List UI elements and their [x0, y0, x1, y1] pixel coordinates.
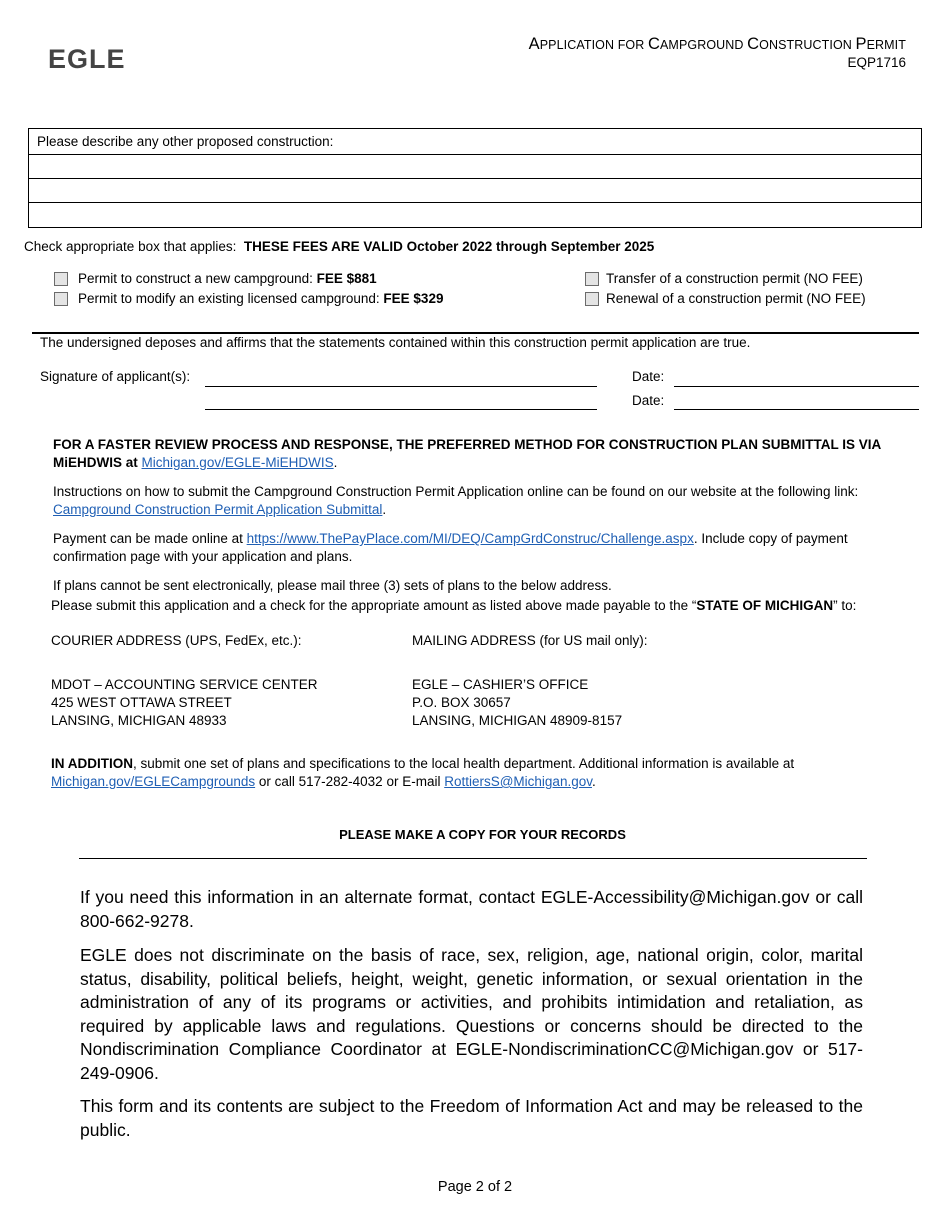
other-construction-label: Please describe any other proposed construction:	[37, 134, 334, 149]
form-title	[529, 35, 906, 54]
fee-instruction-text: Check appropriate box that applies:	[24, 239, 237, 254]
title-part: ONSTRUCTION	[759, 38, 856, 52]
in-addition-bold: IN ADDITION	[51, 756, 133, 771]
accessibility-notice: If you need this information in an alternate format, contact EGLE-Accessibility@Michigan.gov or call 800-662-9278.	[80, 887, 863, 931]
mailing-line: P.O. BOX 30657	[412, 695, 511, 710]
svg-text:EGLE: EGLE	[48, 44, 126, 72]
section-divider	[32, 332, 919, 334]
option-transfer-permit[interactable]	[585, 271, 863, 286]
option-transfer-permit-label: Transfer of a construction permit (NO FEE)	[606, 271, 863, 286]
in-addition-text: , submit one set of plans and specifications to the local health department. Additional information is available at	[133, 756, 795, 771]
submit-suffix: ” to:	[833, 598, 857, 613]
instructions-link[interactable]: Campground Construction Permit Application Submittal	[53, 502, 383, 517]
copy-notice: PLEASE MAKE A COPY FOR YOUR RECORDS	[339, 827, 626, 842]
date-line-2[interactable]	[674, 409, 919, 410]
option-new-campground-label: Permit to construct a new campground:	[78, 271, 313, 286]
payment-link[interactable]: https://www.ThePayPlace.com/MI/DEQ/CampGrdConstruc/Challenge.aspx	[246, 531, 694, 546]
submit-prefix: Please submit this application and a check for the appropriate amount as listed above made payable to the “	[51, 598, 697, 613]
mail-plans-text: If plans cannot be sent electronically, please mail three (3) sets of plans to the below address.	[53, 578, 612, 593]
instructions-paragraph: Instructions on how to submit the Campground Construction Permit Application online can be found on our website at the following link: Campground Construction Permit Application Submittal.	[53, 484, 859, 517]
courier-heading: COURIER ADDRESS (UPS, FedEx, etc.):	[51, 633, 302, 648]
checkbox-new-campground[interactable]	[54, 272, 68, 286]
date-label-1: Date:	[632, 369, 665, 384]
in-addition-end: .	[591, 774, 596, 789]
faster-review-text: FOR A FASTER REVIEW PROCESS AND RESPONSE, THE PREFERRED METHOD FOR CONSTRUCTION PLAN SUBMITTAL IS VIA MiEHDWIS at	[53, 437, 881, 470]
nondiscrimination-notice: EGLE does not discriminate on the basis of race, sex, religion, age, national origin, color, marital status, disability, political beliefs, height, weight, genetic information, or sexual orientation in the administration of any of its programs or activities, and prohibits intimidation and retaliation, as required by applicable laws and regulations. Questions or concerns should be directed to the Nondiscrimination Compliance Coordinator at EGLE-NondiscriminationCC@Michigan.gov or 517-249-0906.	[80, 945, 863, 1083]
option-renewal-permit[interactable]	[585, 291, 866, 306]
other-construction-line-2[interactable]	[29, 178, 921, 202]
miehdwis-link[interactable]: Michigan.gov/EGLE-MiEHDWIS	[141, 455, 334, 470]
payee: STATE OF MICHIGAN	[696, 598, 834, 613]
other-construction-line-3[interactable]	[29, 202, 921, 228]
mailing-line: LANSING, MICHIGAN 48909-8157	[412, 713, 623, 728]
title-part: C	[747, 35, 760, 53]
payment-suffix: . Include copy of payment confirmation page with your application and plans.	[53, 531, 848, 564]
payment-prefix: Payment can be made online at	[53, 531, 243, 546]
payment-paragraph	[53, 530, 921, 566]
courier-line: LANSING, MICHIGAN 48933	[51, 713, 227, 728]
page-number: Page 2 of 2	[437, 1179, 513, 1195]
option-modify-campground[interactable]	[54, 291, 443, 306]
signature-label: Signature of applicant(s):	[40, 369, 191, 384]
checkbox-modify-campground[interactable]	[54, 292, 68, 306]
title-part: ERMIT	[866, 38, 906, 52]
mailing-address	[412, 676, 622, 730]
option-new-campground[interactable]	[54, 271, 377, 286]
option-modify-campground-label: Permit to modify an existing licensed campground:	[78, 291, 380, 306]
courier-line: 425 WEST OTTAWA STREET	[51, 695, 232, 710]
other-construction-line-1[interactable]	[29, 154, 921, 178]
instructions-text: Instructions on how to submit the Campground Construction Permit Application online can be found on our website at the following link:	[53, 484, 859, 499]
option-renewal-permit-label: Renewal of a construction permit (NO FEE)	[606, 291, 866, 306]
other-construction-box	[28, 128, 922, 228]
in-addition-paragraph	[51, 755, 851, 791]
mailing-line: EGLE – CASHIER’S OFFICE	[412, 677, 589, 692]
egle-logo	[48, 44, 128, 72]
courier-line: MDOT – ACCOUNTING SERVICE CENTER	[51, 677, 318, 692]
email-link[interactable]: RottiersS@Michigan.gov	[444, 774, 592, 789]
title-part: A	[528, 35, 540, 53]
notice-divider	[79, 858, 867, 859]
campgrounds-link[interactable]: Michigan.gov/EGLECampgrounds	[51, 774, 256, 789]
faster-review-notice: FOR A FASTER REVIEW PROCESS AND RESPONSE, THE PREFERRED METHOD FOR CONSTRUCTION PLAN SUBMITTAL IS VIA MiEHDWIS at Michigan.gov/EGLE-MiEHDWIS.	[53, 437, 881, 470]
form-number: EQP1716	[847, 55, 906, 70]
courier-address	[51, 676, 318, 730]
title-part: C	[647, 35, 660, 53]
title-part: P	[855, 35, 867, 53]
mailing-heading: MAILING ADDRESS (for US mail only):	[412, 633, 648, 648]
checkbox-renewal-permit[interactable]	[585, 292, 599, 306]
fee-instruction	[24, 239, 654, 254]
signature-line-1[interactable]	[205, 386, 597, 387]
foia-notice: This form and its contents are subject to the Freedom of Information Act and may be released to the public.	[80, 1096, 863, 1140]
date-label-2: Date:	[632, 393, 665, 408]
affirmation-statement: The undersigned deposes and affirms that the statements contained within this construction permit application are true.	[40, 335, 751, 350]
checkbox-transfer-permit[interactable]	[585, 272, 599, 286]
date-line-1[interactable]	[674, 386, 919, 387]
signature-line-2[interactable]	[205, 409, 597, 410]
submit-instruction	[51, 597, 856, 615]
title-part: PPLICATION FOR	[539, 38, 648, 52]
fee-modify-campground: FEE $329	[383, 291, 444, 306]
fee-new-campground: FEE $881	[316, 271, 377, 286]
title-part: AMPGROUND	[660, 38, 748, 52]
in-addition-middle: or call 517-282-4032 or E-mail	[255, 774, 445, 789]
fee-validity: THESE FEES ARE VALID October 2022 through September 2025	[243, 239, 655, 254]
